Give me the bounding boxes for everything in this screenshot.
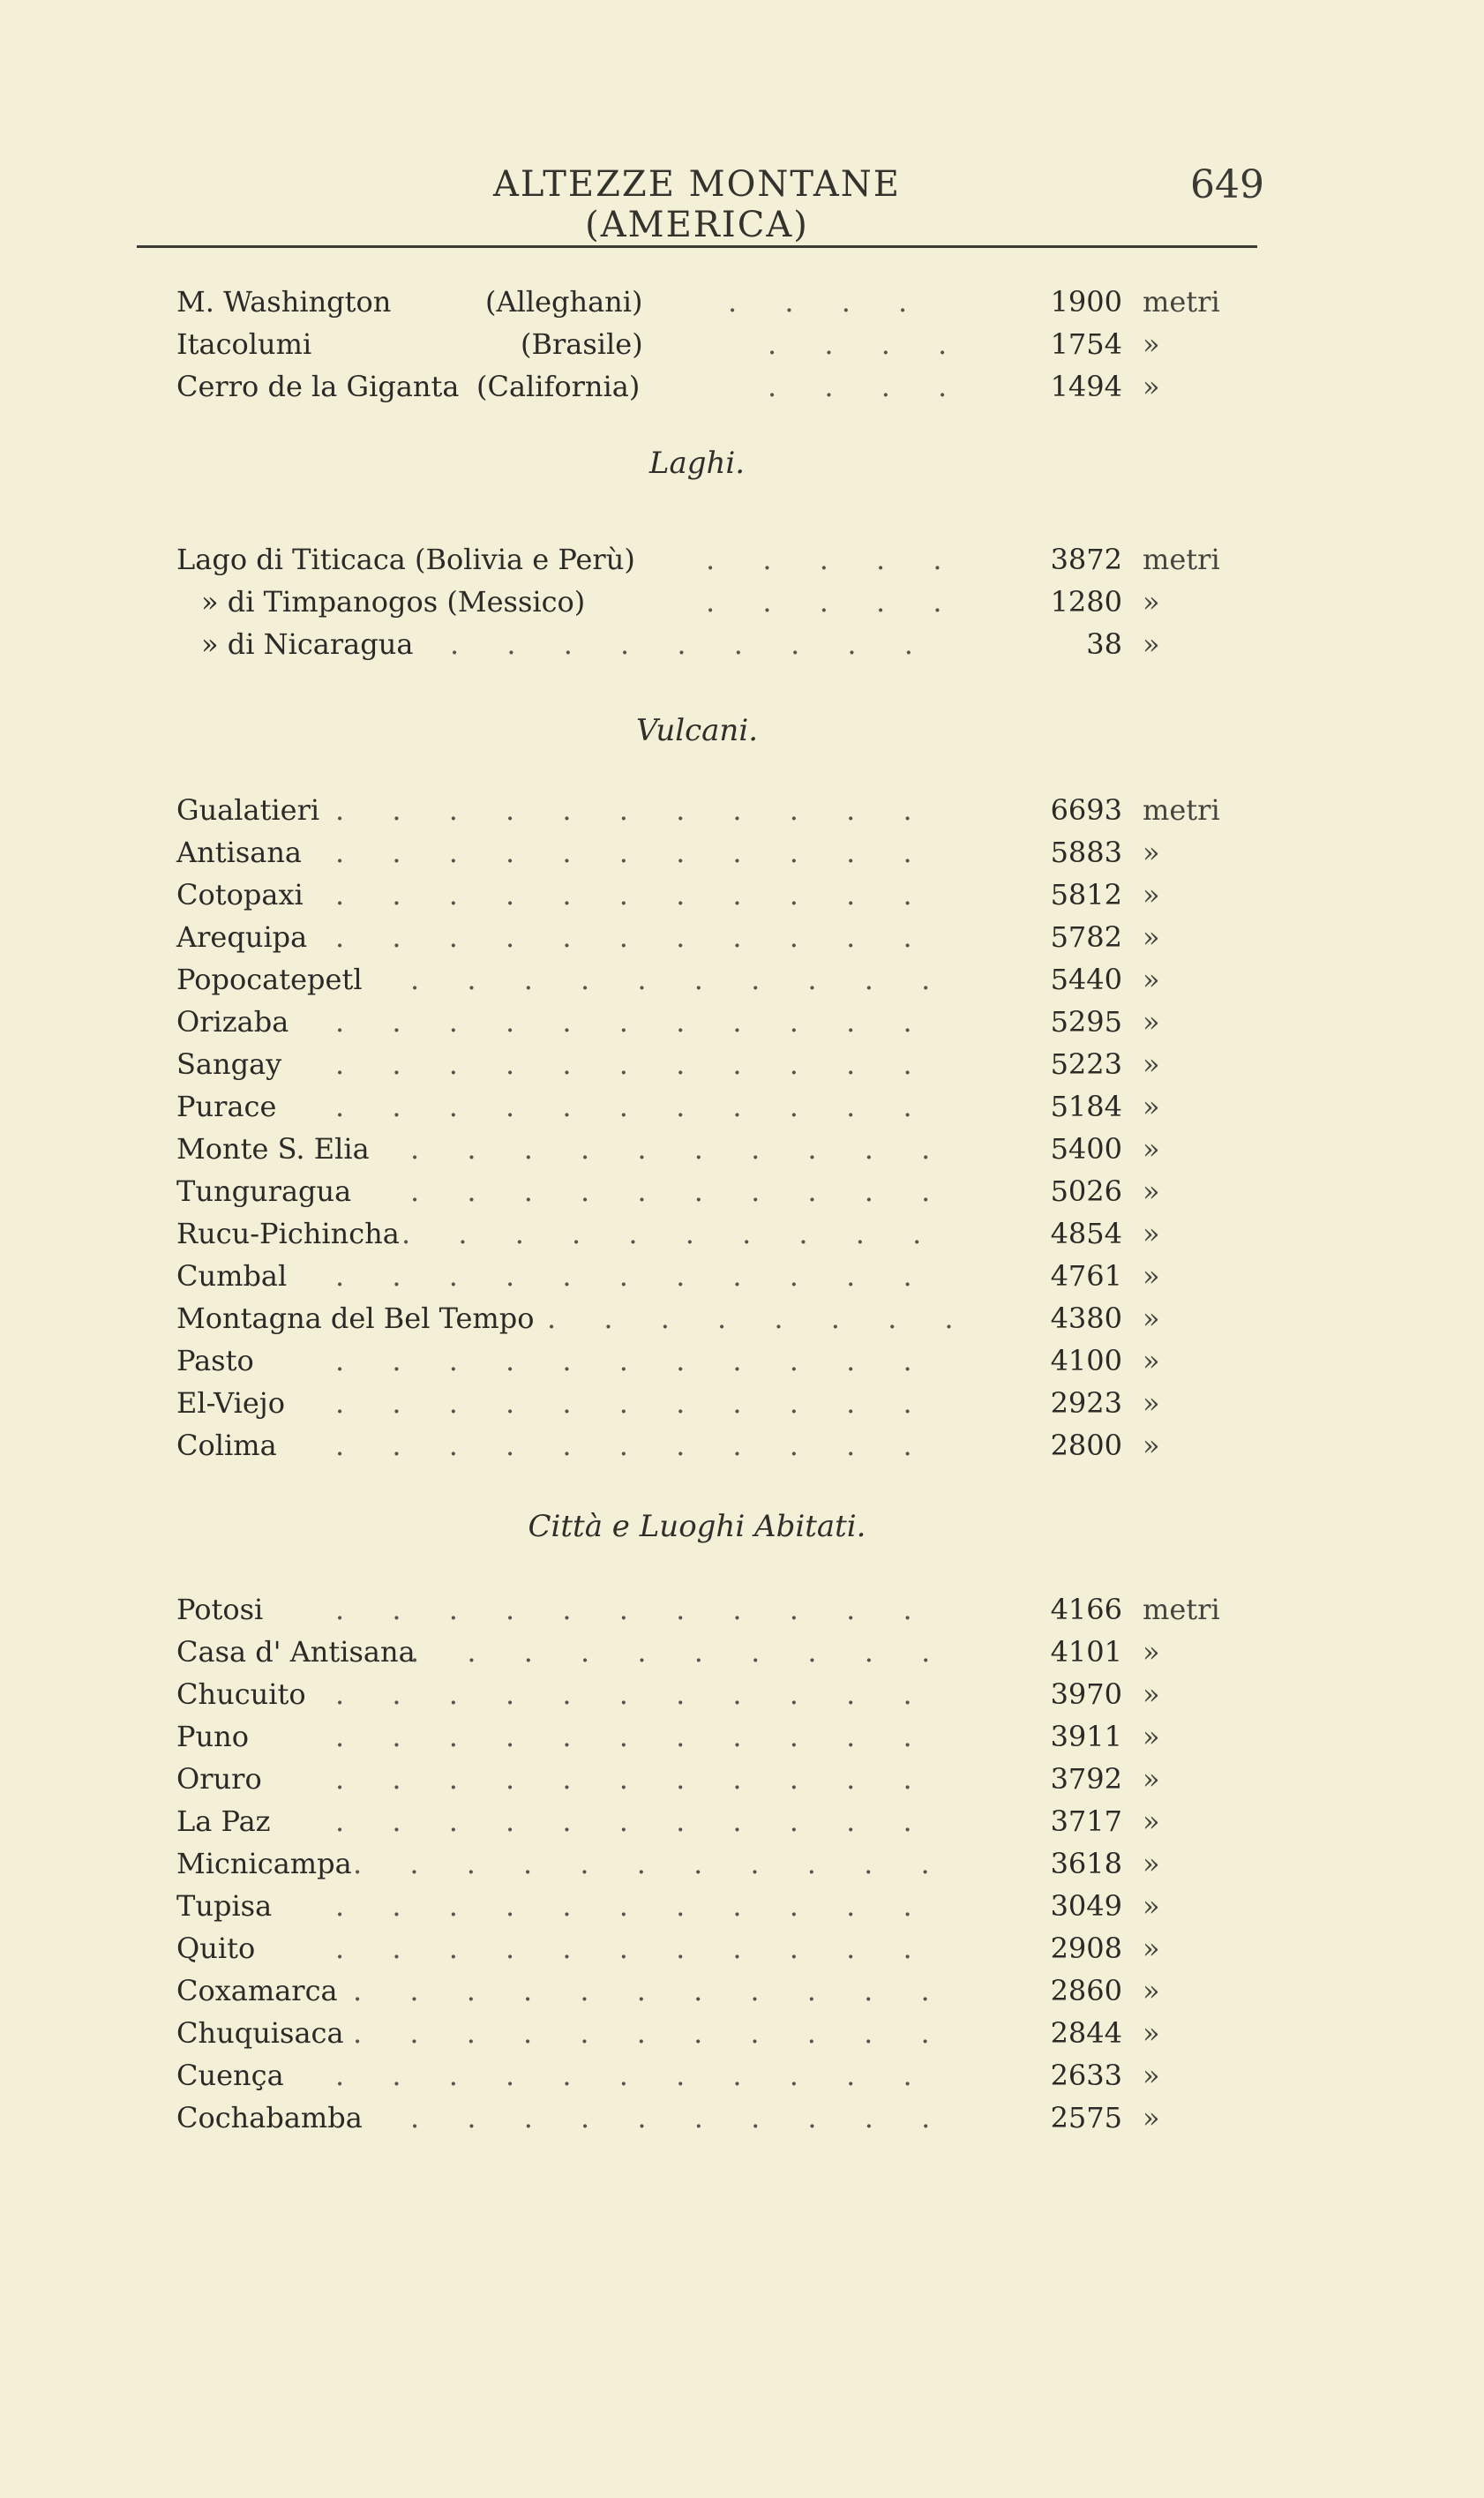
entry-value: 3717 bbox=[1050, 1804, 1122, 1838]
entry-value: 4761 bbox=[1050, 1259, 1122, 1293]
leader-dots: . . . . . . . . . . . bbox=[353, 2016, 949, 2050]
list-item bbox=[0, 1085, 1484, 1128]
entry-name: Cerro de la Giganta bbox=[176, 370, 460, 403]
list-item bbox=[0, 2054, 1484, 2097]
entry-unit: » bbox=[1143, 1090, 1160, 1123]
entry-unit: » bbox=[1143, 878, 1160, 911]
entry-name: Chucuito bbox=[176, 1677, 306, 1711]
entry-value: 5812 bbox=[1050, 878, 1122, 911]
entry-value: 4166 bbox=[1050, 1593, 1122, 1626]
entry-unit: » bbox=[1143, 1302, 1160, 1335]
entry-name: Micnicampa bbox=[176, 1847, 352, 1880]
entry-value: 1494 bbox=[1050, 370, 1122, 403]
list-item bbox=[0, 1128, 1484, 1170]
entry-name: Lago di Titicaca (Bolivia e Perù) bbox=[176, 543, 635, 576]
list-item bbox=[0, 2012, 1484, 2054]
entry-name: Tunguragua bbox=[176, 1174, 352, 1208]
entry-unit: » bbox=[1143, 1635, 1160, 1669]
list-item bbox=[0, 281, 1484, 323]
list-item bbox=[0, 1969, 1484, 2012]
entry-unit: metri bbox=[1143, 1593, 1220, 1626]
entry-unit: metri bbox=[1143, 285, 1220, 319]
leader-dots: . . . . . . . . . . . bbox=[335, 793, 932, 827]
entry-name: Orizaba bbox=[176, 1005, 289, 1039]
entry-region: (Brasile) bbox=[521, 327, 643, 361]
entry-name: Rucu-Pichincha bbox=[176, 1217, 400, 1250]
entry-value: 5223 bbox=[1050, 1047, 1122, 1081]
list-item bbox=[0, 581, 1484, 623]
list-item bbox=[0, 1255, 1484, 1297]
entry-unit: » bbox=[1143, 920, 1160, 954]
list-item bbox=[0, 1631, 1484, 1673]
leader-dots: . . . . bbox=[728, 285, 927, 319]
entry-name: Cuença bbox=[176, 2059, 284, 2092]
leader-dots: . . . . . . . . . . . bbox=[335, 920, 932, 954]
leader-dots: . . . . . . . . . bbox=[450, 627, 933, 661]
leader-dots: . . . . . . . . . . . bbox=[335, 1593, 932, 1626]
list-item bbox=[0, 2097, 1484, 2139]
entry-name: Chuquisaca bbox=[176, 2016, 344, 2050]
list-item bbox=[0, 1212, 1484, 1255]
entry-unit: » bbox=[1143, 836, 1160, 869]
list-item bbox=[0, 1170, 1484, 1212]
entry-name: Gualatieri bbox=[176, 793, 320, 827]
entry-unit: » bbox=[1143, 1047, 1160, 1081]
leader-dots: . . . . . . . . . . . bbox=[335, 2059, 932, 2092]
page-header-title: ALTEZZE MONTANE (AMERICA) bbox=[493, 164, 901, 245]
entry-value: 6693 bbox=[1050, 793, 1122, 827]
entry-unit: » bbox=[1143, 585, 1160, 619]
entry-unit: » bbox=[1143, 1720, 1160, 1753]
entry-unit: » bbox=[1143, 2059, 1160, 2092]
entry-value: 3049 bbox=[1050, 1889, 1122, 1923]
list-item bbox=[0, 1842, 1484, 1885]
entry-value: 2908 bbox=[1050, 1932, 1122, 1965]
list-item bbox=[0, 1758, 1484, 1800]
entry-unit: » bbox=[1143, 2101, 1160, 2134]
entry-name: Colima bbox=[176, 1429, 277, 1462]
entry-value: 5440 bbox=[1050, 963, 1122, 996]
list-item bbox=[0, 1382, 1484, 1424]
leader-dots: . . . . . . . . . . . bbox=[335, 1259, 932, 1293]
list-item bbox=[0, 365, 1484, 408]
entry-value: 4100 bbox=[1050, 1344, 1122, 1377]
leader-dots: . . . . . . . . . . . bbox=[335, 1047, 932, 1081]
list-item bbox=[0, 1424, 1484, 1467]
entry-value: 2860 bbox=[1050, 1974, 1122, 2007]
list-item bbox=[0, 1588, 1484, 1631]
leader-dots: . . . . . . . . . . . bbox=[335, 1090, 932, 1123]
header-rule bbox=[137, 245, 1257, 248]
entry-value: 1900 bbox=[1050, 285, 1122, 319]
entry-unit: » bbox=[1143, 1889, 1160, 1923]
list-item bbox=[0, 916, 1484, 958]
leader-dots: . . . . . . . . . . . bbox=[335, 1386, 932, 1420]
leader-dots: . . . . . . . . . . . bbox=[335, 1762, 932, 1796]
leader-dots: . . . . . . . . . . . bbox=[335, 1344, 932, 1377]
list-item bbox=[0, 1673, 1484, 1715]
entry-name: Antisana bbox=[176, 836, 302, 869]
entry-unit: » bbox=[1143, 1386, 1160, 1420]
page-number: 649 bbox=[1190, 162, 1264, 207]
leader-dots: . . . . . . . . . . . bbox=[335, 1804, 932, 1838]
leader-dots: . . . . . . . . . . bbox=[410, 963, 950, 996]
leader-dots: . . . . . . . . . . bbox=[410, 1174, 950, 1208]
leader-dots: . . . . . . . . . . . bbox=[335, 878, 932, 911]
list-item bbox=[0, 831, 1484, 874]
leader-dots: . . . . . bbox=[706, 585, 962, 619]
entry-unit: » bbox=[1143, 2016, 1160, 2050]
entry-unit: » bbox=[1143, 370, 1160, 403]
list-item bbox=[0, 1715, 1484, 1758]
entry-name: » di Nicaragua bbox=[201, 627, 414, 661]
leader-dots: . . . . . . . . . . . bbox=[335, 1720, 932, 1753]
entry-value: 5295 bbox=[1050, 1005, 1122, 1039]
entry-value: 4380 bbox=[1050, 1302, 1122, 1335]
leader-dots: . . . . . . . . . . . bbox=[335, 836, 932, 869]
entry-value: 38 bbox=[1086, 627, 1122, 661]
leader-dots: . . . . . . . . . . . bbox=[353, 1847, 949, 1880]
entry-value: 3618 bbox=[1050, 1847, 1122, 1880]
entry-name: Oruro bbox=[176, 1762, 262, 1796]
entry-name: Cumbal bbox=[176, 1259, 288, 1293]
entry-unit: » bbox=[1143, 1847, 1160, 1880]
entry-unit: metri bbox=[1143, 543, 1220, 576]
entry-unit: » bbox=[1143, 963, 1160, 996]
leader-dots: . . . . . . . . . . . bbox=[335, 1429, 932, 1462]
entry-unit: » bbox=[1143, 1804, 1160, 1838]
entry-name: Potosi bbox=[176, 1593, 264, 1626]
entry-name: Popocatepetl bbox=[176, 963, 363, 996]
section-title-laghi: Laghi. bbox=[648, 446, 746, 481]
list-item bbox=[0, 1297, 1484, 1339]
section-title-vulcani: Vulcani. bbox=[635, 713, 759, 748]
entry-value: 2633 bbox=[1050, 2059, 1122, 2092]
entry-value: 5400 bbox=[1050, 1132, 1122, 1166]
list-item bbox=[0, 1339, 1484, 1382]
entry-unit: » bbox=[1143, 1762, 1160, 1796]
entry-unit: » bbox=[1143, 1429, 1160, 1462]
entry-unit: » bbox=[1143, 327, 1160, 361]
leader-dots: . . . . . . . . . . bbox=[401, 1217, 941, 1250]
leader-dots: . . . . . . . . . . bbox=[410, 1132, 950, 1166]
entry-value: 1280 bbox=[1050, 585, 1122, 619]
entry-unit: » bbox=[1143, 1174, 1160, 1208]
leader-dots: . . . . bbox=[768, 327, 967, 361]
entry-unit: » bbox=[1143, 1132, 1160, 1166]
entry-name: Purace bbox=[176, 1090, 277, 1123]
entry-name: Tupisa bbox=[176, 1889, 273, 1923]
leader-dots: . . . . . . . . . . . bbox=[335, 1677, 932, 1711]
leader-dots: . . . . bbox=[768, 370, 967, 403]
entry-value: 3792 bbox=[1050, 1762, 1122, 1796]
entry-value: 5782 bbox=[1050, 920, 1122, 954]
entry-unit: » bbox=[1143, 1217, 1160, 1250]
entry-value: 2923 bbox=[1050, 1386, 1122, 1420]
leader-dots: . . . . . . . . . . . bbox=[353, 1974, 949, 2007]
list-item bbox=[0, 1001, 1484, 1043]
entry-name: M. Washington bbox=[176, 285, 392, 319]
entry-value: 2844 bbox=[1050, 2016, 1122, 2050]
entry-value: 5184 bbox=[1050, 1090, 1122, 1123]
list-item bbox=[0, 1800, 1484, 1842]
entry-value: 5026 bbox=[1050, 1174, 1122, 1208]
list-item bbox=[0, 538, 1484, 581]
entry-region: (California) bbox=[476, 370, 641, 403]
entry-unit: » bbox=[1143, 1932, 1160, 1965]
list-item bbox=[0, 1927, 1484, 1969]
list-item bbox=[0, 623, 1484, 665]
entry-name: Cotopaxi bbox=[176, 878, 304, 911]
entry-name: Monte S. Elia bbox=[176, 1132, 370, 1166]
leader-dots: . . . . . . . . . . . bbox=[335, 1932, 932, 1965]
entry-name: Sangay bbox=[176, 1047, 282, 1081]
entry-unit: » bbox=[1143, 1677, 1160, 1711]
entry-unit: » bbox=[1143, 1259, 1160, 1293]
leader-dots: . . . . . . . . . . bbox=[410, 1635, 950, 1669]
leader-dots: . . . . . . . . bbox=[547, 1302, 973, 1335]
entry-value: 4101 bbox=[1050, 1635, 1122, 1669]
entry-name: Itacolumi bbox=[176, 327, 312, 361]
entry-unit: metri bbox=[1143, 793, 1220, 827]
entry-value: 3872 bbox=[1050, 543, 1122, 576]
entry-value: 3970 bbox=[1050, 1677, 1122, 1711]
entry-value: 5883 bbox=[1050, 836, 1122, 869]
entry-name: Casa d' Antisana bbox=[176, 1635, 416, 1669]
leader-dots: . . . . . bbox=[706, 543, 962, 576]
section-title-citta: Città e Luoghi Abitati. bbox=[528, 1509, 866, 1544]
entry-name: Montagna del Bel Tempo bbox=[176, 1302, 535, 1335]
entry-value: 2800 bbox=[1050, 1429, 1122, 1462]
leader-dots: . . . . . . . . . . bbox=[410, 2101, 950, 2134]
entry-unit: » bbox=[1143, 627, 1160, 661]
entry-value: 4854 bbox=[1050, 1217, 1122, 1250]
leader-dots: . . . . . . . . . . . bbox=[335, 1005, 932, 1039]
list-item bbox=[0, 1885, 1484, 1927]
leader-dots: . . . . . . . . . . . bbox=[335, 1889, 932, 1923]
entry-region: (Alleghani) bbox=[485, 285, 643, 319]
entry-unit: » bbox=[1143, 1974, 1160, 2007]
entry-unit: » bbox=[1143, 1344, 1160, 1377]
entry-value: 3911 bbox=[1050, 1720, 1122, 1753]
entry-name: Coxamarca bbox=[176, 1974, 338, 2007]
entry-name: Quito bbox=[176, 1932, 256, 1965]
entry-name: Cochabamba bbox=[176, 2101, 363, 2134]
entry-name: La Paz bbox=[176, 1804, 271, 1838]
list-item bbox=[0, 958, 1484, 1001]
list-item bbox=[0, 323, 1484, 365]
entry-name: Puno bbox=[176, 1720, 250, 1753]
entry-value: 2575 bbox=[1050, 2101, 1122, 2134]
list-item bbox=[0, 1043, 1484, 1085]
entry-value: 1754 bbox=[1050, 327, 1122, 361]
entry-name: » di Timpanogos (Messico) bbox=[201, 585, 586, 619]
entry-unit: » bbox=[1143, 1005, 1160, 1039]
entry-name: Pasto bbox=[176, 1344, 254, 1377]
list-item bbox=[0, 874, 1484, 916]
entry-name: Arequipa bbox=[176, 920, 308, 954]
entry-name: El-Viejo bbox=[176, 1386, 285, 1420]
list-item bbox=[0, 789, 1484, 831]
